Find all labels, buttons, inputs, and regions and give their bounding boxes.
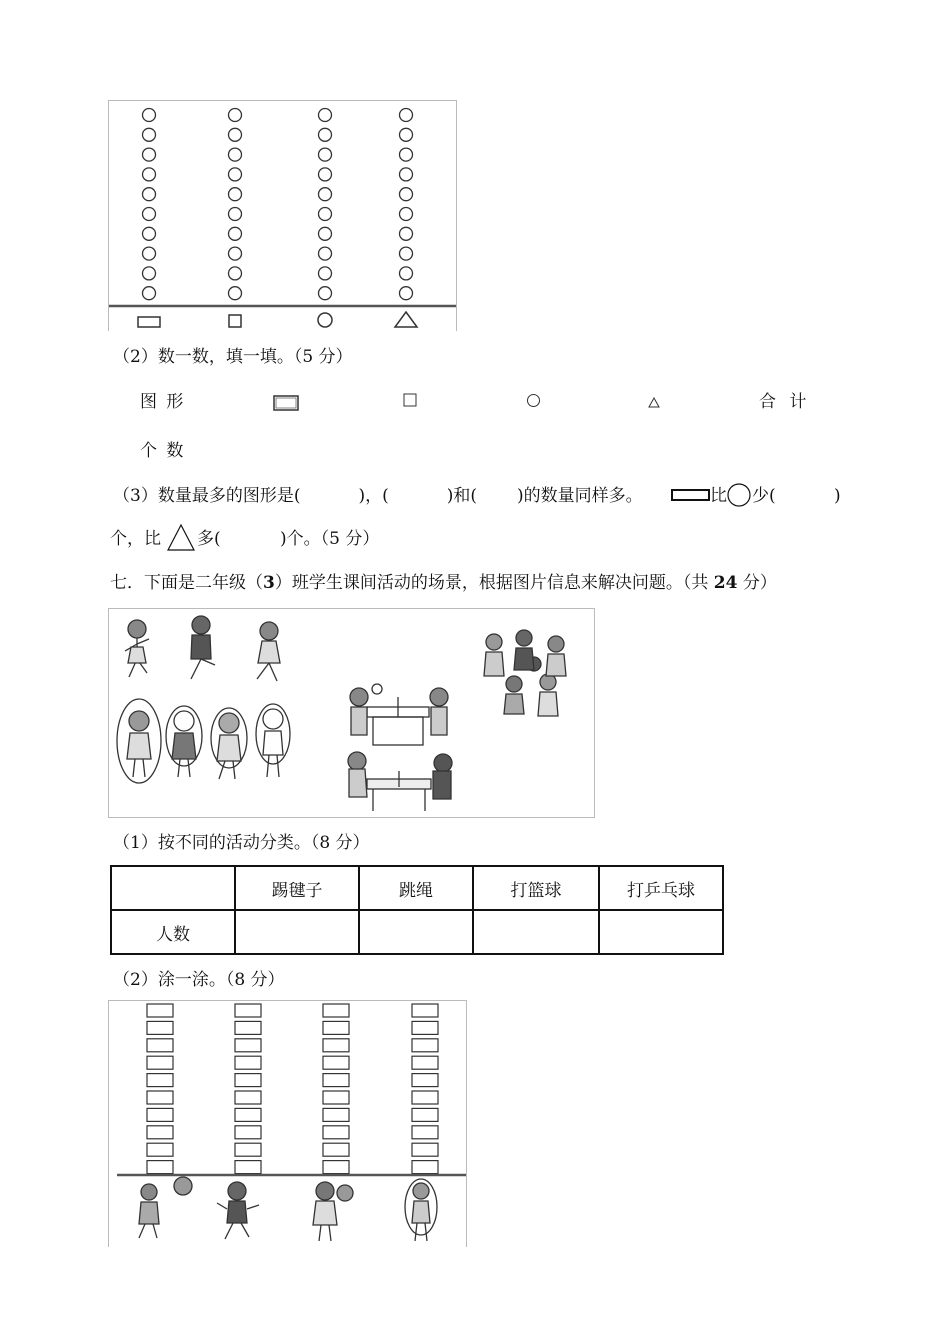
circle-icon xyxy=(726,482,752,508)
coloring-cell[interactable] xyxy=(235,1143,261,1156)
coloring-cell[interactable] xyxy=(235,1004,261,1017)
basketball-kid-icon xyxy=(139,1177,192,1238)
tally-circle[interactable] xyxy=(400,208,413,221)
square-icon xyxy=(403,393,417,407)
text-segment: 多( xyxy=(197,529,221,549)
wide-rectangle-icon xyxy=(138,317,160,327)
coloring-cell[interactable] xyxy=(235,1039,261,1052)
shuttlecock-kid xyxy=(257,622,280,681)
coloring-cell[interactable] xyxy=(147,1056,173,1069)
tally-circle[interactable] xyxy=(400,128,413,141)
coloring-cell[interactable] xyxy=(323,1056,349,1069)
triangle-icon xyxy=(166,523,196,553)
tally-circle[interactable] xyxy=(143,188,156,201)
tally-circle[interactable] xyxy=(143,227,156,240)
table-header-cell: 打篮球 xyxy=(473,866,599,910)
tally-circle[interactable] xyxy=(400,247,413,260)
tally-circle[interactable] xyxy=(319,287,332,300)
triangle-icon xyxy=(648,397,660,408)
ping-pong-table xyxy=(350,684,448,745)
tally-circle[interactable] xyxy=(229,128,242,141)
text-segment: 少( xyxy=(752,486,776,506)
q7-part2-title: （2）涂一涂。（8 分） xyxy=(113,970,285,990)
jump-rope-kid xyxy=(117,699,161,783)
tally-circle[interactable] xyxy=(400,109,413,122)
tally-circle[interactable] xyxy=(229,208,242,221)
text-segment: )，( xyxy=(358,486,389,506)
text-segment: 3 xyxy=(263,573,275,593)
coloring-cell[interactable] xyxy=(235,1091,261,1104)
circle-icon xyxy=(526,393,541,408)
tally-circle[interactable] xyxy=(229,109,242,122)
count-row-label: 个 数 xyxy=(140,441,186,461)
coloring-cell[interactable] xyxy=(412,1091,438,1104)
coloring-cell[interactable] xyxy=(412,1143,438,1156)
coloring-cell[interactable] xyxy=(147,1108,173,1121)
answer-cell[interactable] xyxy=(235,910,359,954)
tally-circle[interactable] xyxy=(319,128,332,141)
coloring-cell[interactable] xyxy=(147,1091,173,1104)
circle-chart-svg xyxy=(109,101,456,331)
coloring-cell[interactable] xyxy=(323,1126,349,1139)
tally-circle[interactable] xyxy=(400,267,413,280)
shuttlecock-kid-icon xyxy=(217,1182,259,1239)
table-header-cell: 跳绳 xyxy=(359,866,473,910)
tally-circle[interactable] xyxy=(143,287,156,300)
coloring-chart-svg xyxy=(109,1001,466,1247)
coloring-cell[interactable] xyxy=(323,1004,349,1017)
answer-cell[interactable] xyxy=(599,910,723,954)
coloring-cell[interactable] xyxy=(235,1126,261,1139)
text-segment: )个。（5 分） xyxy=(280,529,380,549)
coloring-cell[interactable] xyxy=(323,1074,349,1087)
coloring-cell[interactable] xyxy=(147,1161,173,1174)
tally-circle[interactable] xyxy=(143,267,156,280)
coloring-cell[interactable] xyxy=(412,1004,438,1017)
tally-circle[interactable] xyxy=(143,208,156,221)
table-row xyxy=(111,910,723,954)
coloring-cell[interactable] xyxy=(323,1108,349,1121)
tally-circle[interactable] xyxy=(319,109,332,122)
table-header-cell: 打乒乓球 xyxy=(599,866,723,910)
total-label: 合 计 xyxy=(759,392,811,412)
coloring-cell[interactable] xyxy=(235,1161,261,1174)
tally-circle[interactable] xyxy=(143,148,156,161)
shape-row-label: 图 形 xyxy=(140,392,186,412)
coloring-cell[interactable] xyxy=(323,1143,349,1156)
wide-rectangle-icon xyxy=(671,488,711,502)
triangle-icon xyxy=(395,312,417,327)
text-segment: )的数量同样多。 xyxy=(516,486,643,506)
tally-circle[interactable] xyxy=(319,267,332,280)
coloring-cell[interactable] xyxy=(412,1108,438,1121)
row-label-cell: 人数 xyxy=(111,910,235,954)
coloring-cell[interactable] xyxy=(235,1056,261,1069)
coloring-cell[interactable] xyxy=(235,1108,261,1121)
text-segment: 七．下面是二年级（ xyxy=(110,573,263,593)
coloring-cell[interactable] xyxy=(412,1039,438,1052)
answer-cell[interactable] xyxy=(473,910,599,954)
tally-circle[interactable] xyxy=(229,168,242,181)
jump-rope-kid xyxy=(211,708,247,779)
text-segment: 个，比 xyxy=(110,529,161,549)
text-segment: （3）数量最多的图形是( xyxy=(113,486,301,506)
square-icon xyxy=(229,315,241,327)
jump-rope-kid xyxy=(256,704,290,777)
text-segment: ）班学生课间活动的场景，根据图片信息来解决问题。（共 xyxy=(274,573,714,593)
text-segment: 比 xyxy=(710,486,727,506)
basketball-girl-icon xyxy=(313,1182,353,1241)
table-header-cell xyxy=(111,866,235,910)
coloring-cell[interactable] xyxy=(235,1021,261,1034)
q7-part1-title: （1）按不同的活动分类。（8 分） xyxy=(113,833,370,853)
table-header-row xyxy=(111,866,723,910)
activity-scene-image xyxy=(108,608,595,818)
coloring-cell[interactable] xyxy=(235,1074,261,1087)
tally-circle[interactable] xyxy=(229,267,242,280)
circle-count-chart xyxy=(108,100,457,331)
tally-circle[interactable] xyxy=(143,109,156,122)
coloring-cell[interactable] xyxy=(147,1143,173,1156)
activity-table xyxy=(110,865,724,955)
shuttlecock-kid xyxy=(125,620,149,677)
ping-pong-table xyxy=(348,752,452,811)
coloring-cell[interactable] xyxy=(147,1074,173,1087)
tally-circle[interactable] xyxy=(319,227,332,240)
tally-circle[interactable] xyxy=(229,227,242,240)
tally-circle[interactable] xyxy=(400,227,413,240)
circle-icon xyxy=(318,313,332,327)
text-segment: ) xyxy=(834,486,841,506)
tally-circle[interactable] xyxy=(229,148,242,161)
tally-circle[interactable] xyxy=(400,168,413,181)
tally-circle[interactable] xyxy=(229,188,242,201)
text-segment: 分） xyxy=(737,573,777,593)
tally-circle[interactable] xyxy=(400,148,413,161)
coloring-cell[interactable] xyxy=(323,1161,349,1174)
q6-part2-title: （2）数一数，填一填。（5 分） xyxy=(113,347,353,367)
tally-circle[interactable] xyxy=(319,247,332,260)
tally-circle[interactable] xyxy=(319,208,332,221)
coloring-cell[interactable] xyxy=(147,1021,173,1034)
coloring-cell[interactable] xyxy=(147,1126,173,1139)
coloring-cell[interactable] xyxy=(323,1021,349,1034)
basketball-group xyxy=(484,630,566,716)
q6-part3-line1 xyxy=(113,486,643,506)
tally-circle[interactable] xyxy=(229,287,242,300)
coloring-cell[interactable] xyxy=(412,1161,438,1174)
coloring-cell[interactable] xyxy=(323,1091,349,1104)
q7-heading xyxy=(110,573,777,593)
tally-circle[interactable] xyxy=(400,287,413,300)
table-header-cell: 踢毽子 xyxy=(235,866,359,910)
coloring-cell[interactable] xyxy=(412,1074,438,1087)
coloring-cell[interactable] xyxy=(147,1039,173,1052)
wide-rectangle-icon xyxy=(273,395,299,411)
coloring-chart xyxy=(108,1000,467,1247)
tally-circle[interactable] xyxy=(400,188,413,201)
tally-circle[interactable] xyxy=(319,168,332,181)
tally-circle[interactable] xyxy=(143,247,156,260)
tally-circle[interactable] xyxy=(319,148,332,161)
coloring-cell[interactable] xyxy=(412,1056,438,1069)
tally-circle[interactable] xyxy=(229,247,242,260)
tally-circle[interactable] xyxy=(143,168,156,181)
text-segment: 24 xyxy=(713,573,738,593)
text-segment: )和( xyxy=(446,486,477,506)
jump-rope-kid xyxy=(166,706,202,777)
shuttlecock-kid xyxy=(191,616,215,679)
kids-illustration xyxy=(109,609,594,817)
tally-circle[interactable] xyxy=(143,128,156,141)
answer-cell[interactable] xyxy=(359,910,473,954)
coloring-cell[interactable] xyxy=(412,1126,438,1139)
tally-circle[interactable] xyxy=(319,188,332,201)
coloring-cell[interactable] xyxy=(147,1004,173,1017)
jump-rope-kid-icon xyxy=(405,1179,437,1241)
coloring-cell[interactable] xyxy=(323,1039,349,1052)
coloring-cell[interactable] xyxy=(412,1021,438,1034)
